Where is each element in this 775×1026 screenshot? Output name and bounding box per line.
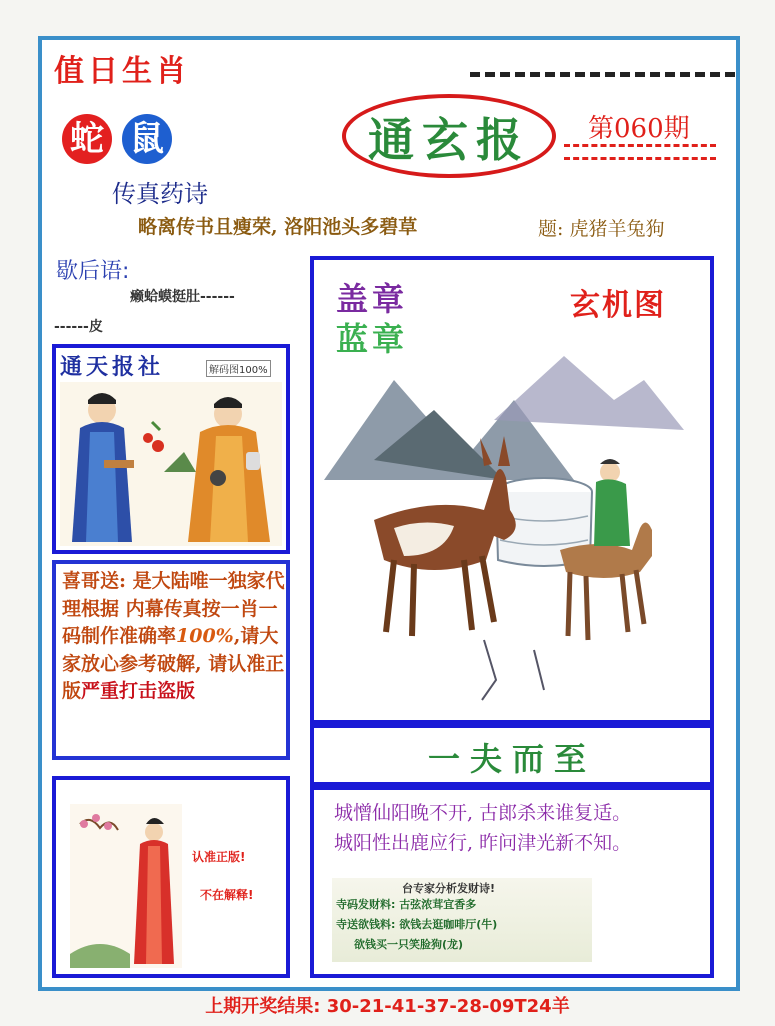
decode-badge: 解码图100% — [206, 360, 271, 377]
xiehouyu-label: 歇后语: — [56, 259, 130, 284]
promo-accuracy: 100% — [176, 625, 234, 647]
xiehouyu-line-1: 癞蛤蟆挺肚------ — [130, 289, 235, 305]
tongtian-panel — [52, 344, 290, 554]
last-draw-result: 上期开奖结果: 30-21-41-37-28-09T24羊 — [205, 996, 570, 1017]
anti-piracy-notice: 严重打击盗版 — [81, 680, 196, 702]
caption-panel — [310, 724, 714, 786]
duty-zodiac-label: 值日生肖 — [54, 54, 190, 89]
xiehouyu-line-2: ------皮 — [54, 319, 103, 335]
promo-panel — [52, 560, 290, 760]
scholars-illustration — [60, 382, 282, 546]
poem-panel — [310, 786, 714, 978]
header-poem-line: 略离传书且瘦荣, 洛阳池头多碧草 — [138, 216, 418, 238]
expert-panel — [332, 878, 592, 962]
promo-text-body-2: ,请大家放心参考破解, 请认准正版 — [62, 625, 285, 702]
stamp-label-2: 蓝章 — [336, 320, 409, 358]
header-dash-rule — [470, 72, 735, 77]
authentic-line-1: 认准正版! — [192, 850, 246, 864]
poem-line-1: 城憎仙阳晚不开, 古郎杀来谁复适。 — [334, 802, 632, 824]
expert-line-1: 寺码发财料: 古弦浓茸宜香多 — [336, 898, 477, 911]
authentic-panel — [52, 776, 290, 978]
mystery-caption: 一夫而至 — [427, 740, 596, 778]
riddle-label: 题: 虎猪羊兔狗 — [538, 218, 665, 240]
masthead-title: 通玄报 — [368, 113, 530, 167]
issue-number: 第060期 — [588, 114, 690, 144]
zodiac-snake-badge: 蛇 — [62, 114, 112, 164]
expert-line-3: 欲钱买一只笑脸狗(龙) — [354, 938, 464, 951]
mystery-picture-title: 玄机图 — [570, 288, 666, 323]
fax-poem-label: 传真药诗 — [112, 180, 208, 208]
poem-line-2: 城阳性出鹿应行, 昨问津光新不知。 — [334, 832, 632, 854]
expert-line-2: 寺送欲钱料: 欲钱去逛咖啡厅(牛) — [336, 918, 498, 931]
promo-text — [62, 568, 288, 706]
lady-illustration — [70, 804, 182, 968]
zodiac-rat-badge: 鼠 — [122, 114, 172, 164]
expert-title: 台专家分析发财诗! — [402, 882, 496, 895]
authentic-line-2: 不在解释! — [200, 888, 254, 902]
mystery-picture-panel — [310, 256, 714, 724]
stamp-label-1: 盖章 — [336, 280, 409, 318]
issue-double-rule — [564, 144, 716, 160]
tongtian-title: 通天报社 — [60, 354, 165, 380]
promo-text-body: 喜哥送: 是大陆唯一独家代理根据 内幕传真按一肖一码制作准确率 — [62, 570, 285, 647]
